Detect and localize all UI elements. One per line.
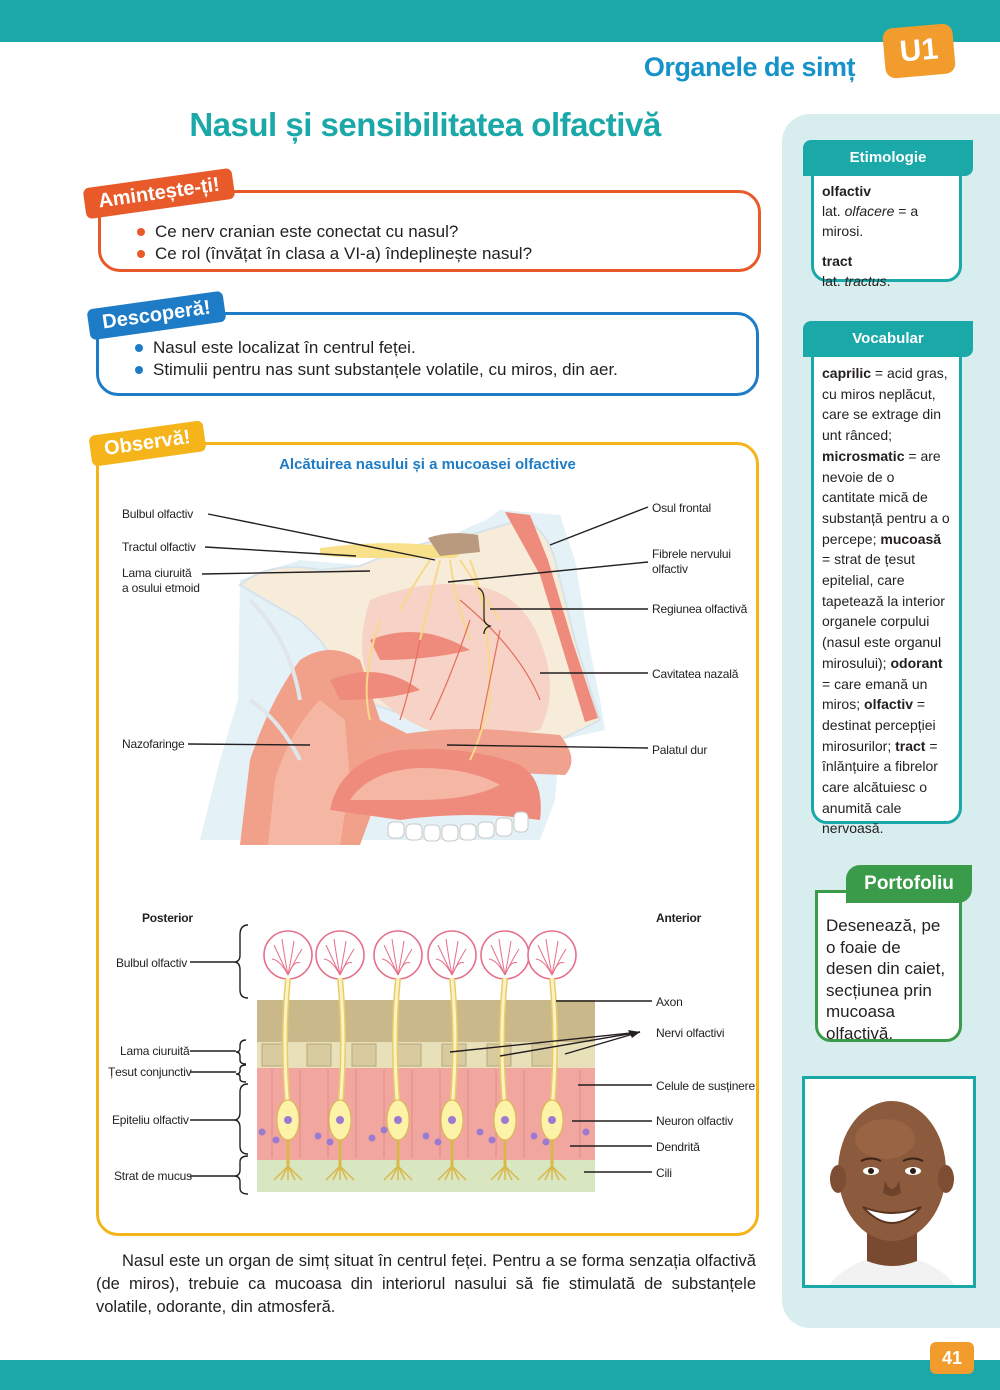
remember-item: Ce rol (învățat în clasa a VI-a) îndeplinește nasul? [137, 243, 532, 265]
portfolio-text: Desenează, pe o foaie de desen din caiet, secțiunea prin mucoasa olfactivă. [826, 916, 946, 1043]
etymology-term: tract [822, 253, 853, 269]
page-title: Nasul și sensibilitatea olfactivă [189, 106, 661, 143]
label-olfactory-tract: Tractul olfactiv [122, 540, 196, 554]
mucosa-brackets [190, 925, 248, 1194]
smiling-man-photo [802, 1076, 976, 1288]
label-mucosa-lama: Lama ciuruită [120, 1044, 190, 1058]
etymology-box [811, 172, 962, 289]
label-olfactory-nerves: Nervi olfactivi [656, 1026, 725, 1040]
remember-tag: Amintește-ți! [83, 168, 236, 220]
portfolio-box [815, 890, 962, 1042]
observe-tag: Observă! [88, 420, 206, 467]
body-paragraph: Nasul este un organ de simț situat în centrul feței. Pentru a se forma senzația olfactivă (de miros), trebuie ca mucoasa din interiorul nasului să fie stimulată de substanțele volatile, odorante, din atmosferă. [96, 1252, 756, 1316]
vocabulary-box [811, 352, 962, 837]
label-nerve-fibres-2: olfactiv [652, 562, 688, 576]
label-hard-palate: Palatul dur [652, 743, 708, 757]
vocabulary-heading: Vocabular [803, 321, 973, 357]
label-frontal-bone: Osul frontal [652, 501, 711, 515]
label-supporting-cells: Celule de susținere [656, 1079, 755, 1093]
etymology-term: olfactiv [822, 183, 872, 199]
label-axon: Axon [656, 995, 683, 1009]
remember-item: Ce nerv cranian este conectat cu nasul? [137, 221, 532, 243]
unit-badge: U1 [882, 23, 956, 79]
label-posterior: Posterior [142, 911, 193, 925]
etymology-heading: Etimologie [803, 140, 973, 176]
label-olfactory-neuron: Neuron olfactiv [656, 1114, 734, 1128]
discover-tag: Descoperă! [87, 291, 227, 341]
label-dendrite: Dendrită [656, 1140, 700, 1154]
etymology-entry: olfactiv lat. olfacere = a mirosi. [822, 183, 919, 239]
label-olfactory-epithelium: Epiteliu olfactiv [112, 1113, 189, 1127]
etymology-entry: tract lat. tractus. [822, 253, 891, 289]
discover-item: Nasul este localizat în centrul feței. [135, 337, 618, 359]
label-nerve-fibres: Fibrele nervului [652, 547, 731, 561]
label-anterior: Anterior [656, 911, 702, 925]
page-number: 41 [930, 1342, 974, 1374]
vocabulary-list: caprilic = acid gras, cu miros neplăcut, care se extrage din unt rânced; microsmatic = are nevoie de o cantitate mică de substanță pentru a o percepe; mucoasă = strat de țesut epitelial, care tapetează la interior organele corpului (nasul este organul mirosului); odorant = care emană un miros; olfactiv = destinat percepției mirosurilor; tract = înlănțuire a fibrelor care alcătuiesc o anumită cale nervoasă. [822, 365, 950, 837]
label-cribriform-plate: Lama ciuruită [122, 566, 192, 580]
chapter-title: Organele de simț [643, 52, 855, 82]
label-mucosa-bulb: Bulbul olfactiv [116, 956, 188, 970]
label-cilia: Cili [656, 1166, 672, 1180]
label-nasopharynx: Nazofaringe [122, 737, 185, 751]
label-olfactory-bulb: Bulbul olfactiv [122, 507, 194, 521]
label-mucus-layer: Strat de mucus [114, 1169, 192, 1183]
label-cribriform-plate-2: a osului etmoid [122, 581, 200, 595]
label-nasal-cavity: Cavitatea nazală [652, 667, 739, 681]
portfolio-heading: Portofoliu [846, 865, 972, 903]
label-connective-tissue: Țesut conjunctiv [108, 1065, 192, 1079]
nose-section-illustration [200, 510, 605, 845]
discover-item: Stimulii pentru nas sunt substanțele volatile, cu miros, din aer. [135, 359, 618, 381]
bottom-bar [0, 1360, 1000, 1390]
label-olfactory-region: Regiunea olfactivă [652, 602, 748, 616]
figure-title: Alcătuirea nasului și a mucoasei olfactive [279, 456, 576, 473]
